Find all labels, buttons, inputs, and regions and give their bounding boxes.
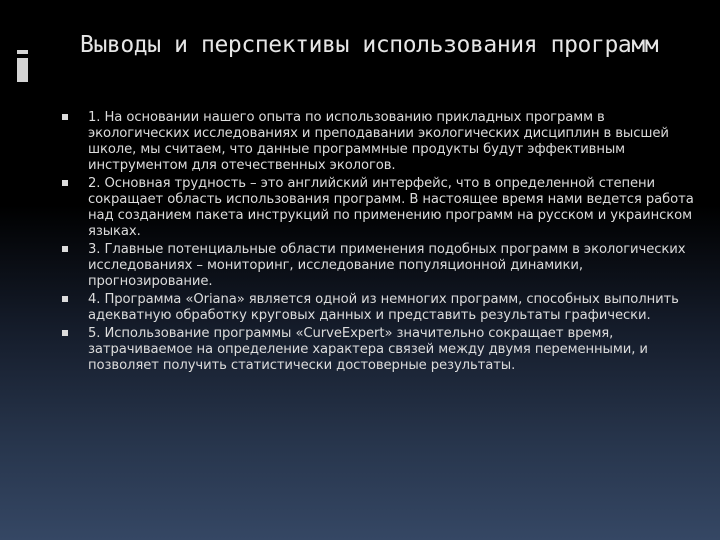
bullet-text: 5. Использование программы «CurveExpert» значительно сокращает время, затрачиваемое на определение характера связей между двумя переменными, и позволяет получить статистически достоверные результаты. [88, 326, 648, 373]
bullet-item-2 [62, 176, 698, 240]
slide-title: Выводы и перспективы использования программ [80, 32, 659, 58]
bullet-text: 3. Главные потенциальные области применения подобных программ в экологических исследованиях – мониторинг, исследование популяционной динамики, прогнозирование. [88, 242, 686, 289]
square-bullet-icon [62, 330, 68, 336]
bullet-item-4 [62, 292, 698, 324]
bullet-text: 1. На основании нашего опыта по использованию прикладных программ в экологических исследованиях и преподавании экологических дисциплин в высшей школе, мы считаем, что данные программные продукты будут эффективным инструментом для отечественных экологов. [88, 110, 669, 173]
bullet-list [62, 110, 698, 376]
decorative-bar-top [17, 50, 28, 54]
bullet-item-3 [62, 242, 698, 290]
square-bullet-icon [62, 180, 68, 186]
bullet-item-1 [62, 110, 698, 174]
bullet-text: 4. Программа «Oriana» является одной из немногих программ, способных выполнить адекватную обработку круговых данных и представить результаты графически. [88, 292, 679, 323]
bullet-text: 2. Основная трудность – это английский интерфейс, что в определенной степени сокращает область использования программ. В настоящее время нами ведется работа над созданием пакета инструкций по применению программ на русском и украинском языках. [88, 176, 694, 239]
bullet-item-5 [62, 326, 698, 374]
square-bullet-icon [62, 246, 68, 252]
decorative-bar-bottom [17, 58, 28, 82]
square-bullet-icon [62, 114, 68, 120]
square-bullet-icon [62, 296, 68, 302]
